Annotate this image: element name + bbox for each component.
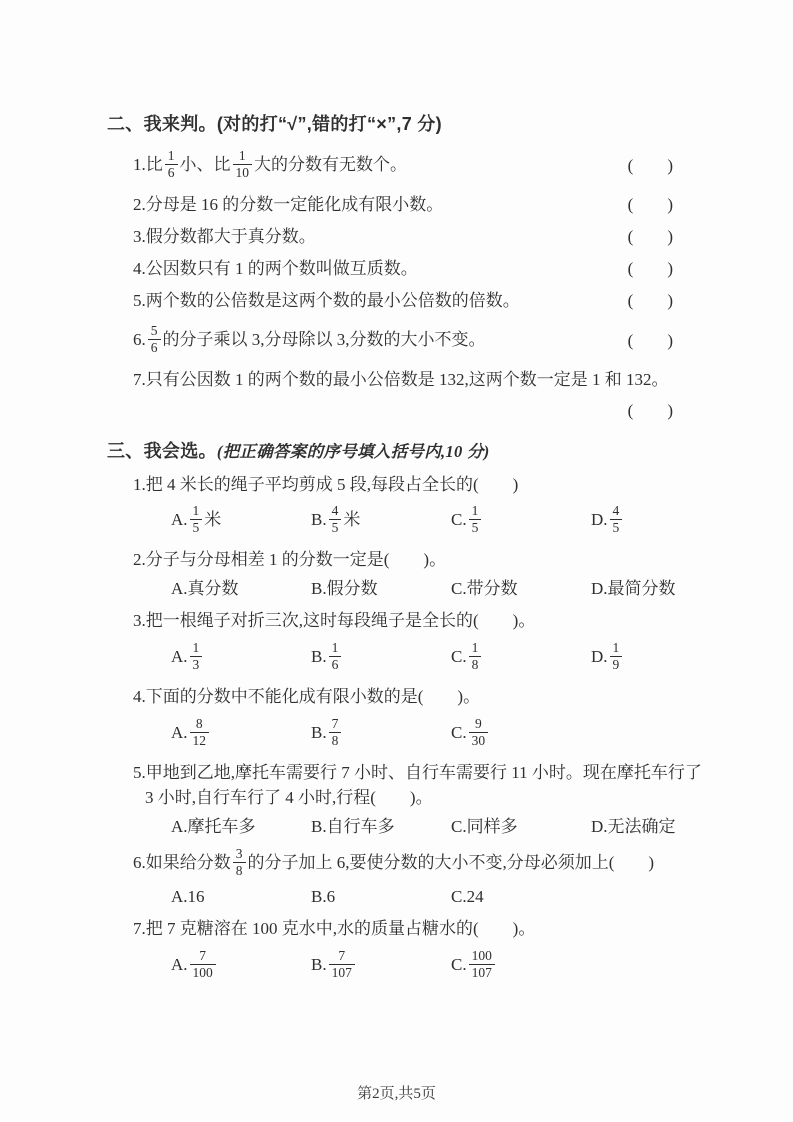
fraction	[469, 503, 482, 535]
option-label: A.	[171, 955, 188, 975]
fraction-denominator: 10	[235, 164, 249, 180]
fraction-denominator: 9	[612, 656, 620, 672]
fraction	[469, 948, 495, 980]
fraction-numerator: 7	[329, 716, 342, 733]
options-row-6	[171, 885, 693, 910]
fraction-numerator: 1	[233, 148, 253, 165]
option-d: D.最简分数	[591, 579, 676, 599]
option-b	[311, 505, 451, 537]
choice-question-5-line1: 5.甲地到乙地,摩托车需要行 7 小时、自行车需要行 11 小时。现在摩托车行了	[133, 763, 702, 783]
answer-bracket: ( )	[627, 330, 673, 350]
choice-question-5-line2: 3 小时,自行车行了 4 小时,行程( )。	[145, 788, 433, 808]
option-a: A.16	[171, 887, 205, 907]
option-c	[451, 718, 490, 750]
judge-item-7	[133, 368, 673, 393]
fraction	[610, 640, 623, 672]
fraction-denominator: 6	[331, 656, 339, 672]
fraction-five-sixths	[148, 323, 161, 355]
fraction-denominator: 8	[235, 862, 243, 878]
option-suffix: 米	[343, 510, 361, 530]
answer-bracket: ( )	[627, 195, 673, 215]
option-b	[311, 950, 451, 982]
fraction	[190, 503, 203, 535]
fraction-denominator: 107	[331, 964, 352, 980]
option-label: B.	[311, 647, 327, 667]
fraction-numerator: 4	[329, 503, 342, 520]
fraction	[469, 640, 482, 672]
option-label: A.	[171, 723, 188, 743]
fraction-numerator: 7	[329, 948, 355, 965]
option-suffix: 米	[204, 510, 222, 530]
option-a: A.摩托车多	[171, 817, 256, 837]
option-label: C.	[451, 510, 467, 530]
option-c	[451, 642, 591, 674]
page-footer: 第2页,共5页	[357, 1085, 436, 1102]
option-c	[451, 950, 497, 982]
section-judge-subtitle: (对的打“√”,错的打“×”,7 分)	[216, 114, 442, 134]
fraction	[190, 640, 203, 672]
fraction-denominator: 8	[331, 732, 339, 748]
fraction-denominator: 3	[192, 656, 200, 672]
option-a	[171, 642, 311, 674]
answer-bracket: ( )	[627, 401, 673, 421]
text-segment: 小、比	[179, 155, 231, 175]
fraction	[469, 716, 489, 748]
text-segment: 的分子乘以 3,分母除以 3,分数的大小不变。	[162, 330, 486, 350]
section-choice-title: 三、我会选。	[107, 441, 217, 462]
fraction-numerator: 1	[610, 640, 623, 657]
fraction-denominator: 5	[471, 519, 479, 535]
judge-item-3	[133, 225, 673, 250]
fraction-numerator: 5	[148, 323, 161, 340]
section-choice-header	[107, 439, 693, 463]
text-segment: 的分子加上 6,要使分数的大小不变,分母必须加上( )	[247, 853, 655, 873]
judge-item-7-bracket-line	[133, 400, 673, 423]
option-a	[171, 505, 311, 537]
fraction-numerator: 1	[165, 148, 178, 165]
option-c	[451, 505, 591, 537]
options-row-1	[171, 501, 693, 541]
options-row-5	[171, 815, 693, 840]
section-judge-header	[107, 112, 693, 136]
answer-bracket: ( )	[627, 291, 673, 311]
fraction-denominator: 12	[192, 732, 207, 748]
options-row-2	[171, 577, 693, 602]
judge-question-text-3: 3.假分数都大于真分数。	[133, 227, 316, 247]
fraction-numerator: 1	[469, 503, 482, 520]
answer-bracket: ( )	[627, 259, 673, 279]
choice-question-2: 2.分子与分母相差 1 的分数一定是( )。	[133, 550, 447, 570]
option-b: B.6	[311, 887, 336, 907]
option-label: C.	[451, 955, 467, 975]
option-label: C.	[451, 647, 467, 667]
option-d	[591, 505, 624, 537]
option-b	[311, 718, 451, 750]
fraction-numerator: 1	[190, 640, 203, 657]
choice-question-1: 1.把 4 米长的绳子平均剪成 5 段,每段占全长的( )	[133, 474, 519, 494]
judge-question-text-4: 4.公因数只有 1 的两个数叫做互质数。	[133, 259, 418, 279]
option-label: A.	[171, 647, 188, 667]
fraction-one-sixth	[165, 148, 178, 180]
text-segment: 1.比	[133, 155, 163, 175]
options-row-7	[171, 946, 693, 986]
option-a	[171, 718, 311, 750]
choice-question-4: 4.下面的分数中不能化成有限小数的是( )。	[133, 687, 481, 707]
fraction-denominator: 8	[471, 656, 479, 672]
section-judge-title: 二、我来判。	[107, 114, 217, 134]
fraction	[329, 716, 342, 748]
fraction-denominator: 30	[471, 732, 486, 748]
answer-bracket: ( )	[627, 227, 673, 247]
fraction-denominator: 5	[331, 519, 339, 535]
option-label: C.	[451, 723, 467, 743]
options-row-3	[171, 638, 693, 678]
option-b	[311, 642, 451, 674]
fraction	[190, 716, 210, 748]
option-b: B.假分数	[311, 579, 378, 599]
option-a: A.真分数	[171, 579, 239, 599]
fraction	[190, 948, 216, 980]
fraction	[329, 503, 342, 535]
option-d: D.无法确定	[591, 817, 676, 837]
fraction-numerator: 1	[329, 640, 342, 657]
answer-bracket: ( )	[627, 155, 673, 175]
judge-list	[133, 146, 673, 423]
fraction-denominator: 107	[471, 964, 492, 980]
fraction	[329, 640, 342, 672]
fraction-denominator: 5	[612, 519, 620, 535]
choice-question-6	[133, 848, 713, 880]
judge-question-text-7: 7.只有公因数 1 的两个数的最小公倍数是 132,这两个数一定是 1 和 132。	[133, 370, 669, 390]
choice-question-3: 3.把一根绳子对折三次,这时每段绳子是全长的( )。	[133, 611, 536, 631]
choice-question-7: 7.把 7 克糖溶在 100 克水中,水的质量占糖水的( )。	[133, 919, 536, 939]
judge-item-5	[133, 289, 673, 314]
option-c: C.24	[451, 887, 484, 907]
judge-question-text-6	[133, 325, 486, 357]
section-choice	[107, 439, 702, 986]
fraction-one-tenth	[233, 148, 253, 180]
option-a	[171, 950, 311, 982]
fraction-denominator: 5	[192, 519, 200, 535]
fraction-three-eighths	[233, 846, 246, 878]
judge-question-text-5: 5.两个数的公倍数是这两个数的最小公倍数的倍数。	[133, 291, 520, 311]
option-b: B.自行车多	[311, 817, 395, 837]
fraction-numerator: 3	[233, 846, 246, 863]
option-label: D.	[591, 647, 608, 667]
options-row-4	[171, 714, 693, 754]
judge-question-text-2: 2.分母是 16 的分数一定能化成有限小数。	[133, 195, 444, 215]
fraction-numerator: 7	[190, 948, 216, 965]
option-d	[591, 642, 624, 674]
fraction-denominator: 100	[192, 964, 213, 980]
fraction-numerator: 9	[469, 716, 489, 733]
section-judge	[107, 112, 693, 423]
option-label: D.	[591, 510, 608, 530]
option-c: C.同样多	[451, 817, 518, 837]
judge-item-1	[133, 146, 673, 186]
fraction-numerator: 100	[469, 948, 495, 965]
text-segment: 大的分数有无数个。	[254, 155, 407, 175]
fraction-numerator: 4	[610, 503, 623, 520]
text-segment: 6.如果给分数	[133, 853, 231, 873]
option-label: B.	[311, 955, 327, 975]
fraction	[610, 503, 623, 535]
fraction-numerator: 1	[469, 640, 482, 657]
option-c: C.带分数	[451, 579, 518, 599]
judge-item-6	[133, 321, 673, 361]
text-segment: 6.	[133, 330, 146, 350]
option-label: A.	[171, 510, 188, 530]
option-label: B.	[311, 723, 327, 743]
fraction-numerator: 1	[190, 503, 203, 520]
fraction-denominator: 6	[167, 164, 175, 180]
judge-item-2	[133, 193, 673, 218]
judge-item-4	[133, 257, 673, 282]
fraction	[329, 948, 355, 980]
judge-question-text-1	[133, 150, 407, 182]
option-label: B.	[311, 510, 327, 530]
fraction-denominator: 6	[150, 339, 158, 355]
section-choice-subtitle: (把正确答案的序号填入括号内,10 分)	[216, 442, 490, 462]
fraction-numerator: 8	[190, 716, 210, 733]
